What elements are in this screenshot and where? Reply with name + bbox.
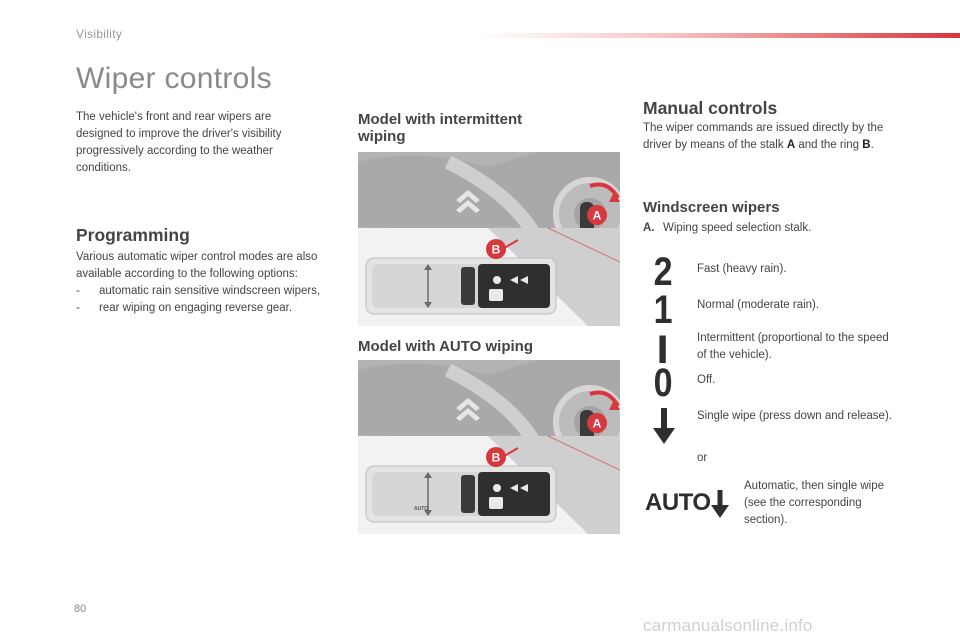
programming-text <box>76 249 344 317</box>
position-0-glyph: 0 <box>653 361 673 405</box>
stalk-letter: A. <box>643 222 655 234</box>
marker-b-label: B <box>491 242 501 257</box>
list-dash: - <box>76 285 80 297</box>
windscreen-wipers-heading: Windscreen wipers <box>643 199 780 216</box>
position-1-glyph: 1 <box>653 288 673 332</box>
header-accent-rule <box>480 33 960 38</box>
stalk-a-caption <box>643 222 811 234</box>
marker-a-badge <box>586 204 608 226</box>
down-arrow-icon <box>653 408 675 444</box>
auto-model-heading: Model with AUTO wiping <box>358 338 533 355</box>
intro-paragraph: The vehicle's front and rear wipers are designed to improve the driver's visibility progressively according to the weather conditions. <box>76 111 282 174</box>
list-dash: - <box>76 302 80 314</box>
marker-a-badge <box>586 412 608 434</box>
auto-down-arrow-icon <box>711 490 729 518</box>
stalk-auto-text: AUTO <box>414 506 429 512</box>
marker-b-badge <box>485 238 507 260</box>
auto-model-photo <box>358 360 620 534</box>
position-intermittent-text: Intermittent (proportional to the speed of the vehicle). <box>697 332 889 361</box>
position-2-text: Fast (heavy rain). <box>697 263 787 275</box>
page-title: Wiper controls <box>76 62 272 95</box>
position-0-text: Off. <box>697 374 716 386</box>
manual-controls-heading: Manual controls <box>643 98 778 118</box>
list-item <box>76 283 344 300</box>
auto-mode-text: Automatic, then single wipe (see the corresponding section). <box>744 480 884 526</box>
list-item-text: automatic rain sensitive windscreen wipers, <box>99 285 321 297</box>
programming-options-list <box>76 283 344 317</box>
programming-description: Various automatic wiper control modes are also available according to the following options: <box>76 251 318 280</box>
marker-a-label: A <box>592 208 602 223</box>
auto-glyph: AUTO <box>645 489 711 516</box>
list-item <box>76 300 344 317</box>
marker-b-badge <box>485 446 507 468</box>
stalk-label: Wiping speed selection stalk. <box>663 222 812 234</box>
position-intermittent-glyph: I <box>656 328 669 372</box>
intermittent-model-heading: Model with intermittent wiping <box>358 111 523 145</box>
single-wipe-text: Single wipe (press down and release). <box>697 410 892 422</box>
position-2-glyph: 2 <box>653 250 673 294</box>
marker-b-label: B <box>491 450 501 465</box>
programming-heading: Programming <box>76 225 190 245</box>
intermittent-model-photo <box>358 152 620 326</box>
section-label: Visibility <box>76 27 123 41</box>
manual-controls-intro: The wiper commands are issued directly by the driver by means of the stalk A and the ring B. <box>643 122 884 151</box>
list-item-text: rear wiping on engaging reverse gear. <box>99 302 293 314</box>
page-number: 80 <box>74 603 87 615</box>
or-text: or <box>697 452 708 464</box>
marker-a-label: A <box>592 416 602 431</box>
site-watermark: carmanualsonline.info <box>643 616 813 635</box>
position-1-text: Normal (moderate rain). <box>697 299 820 311</box>
